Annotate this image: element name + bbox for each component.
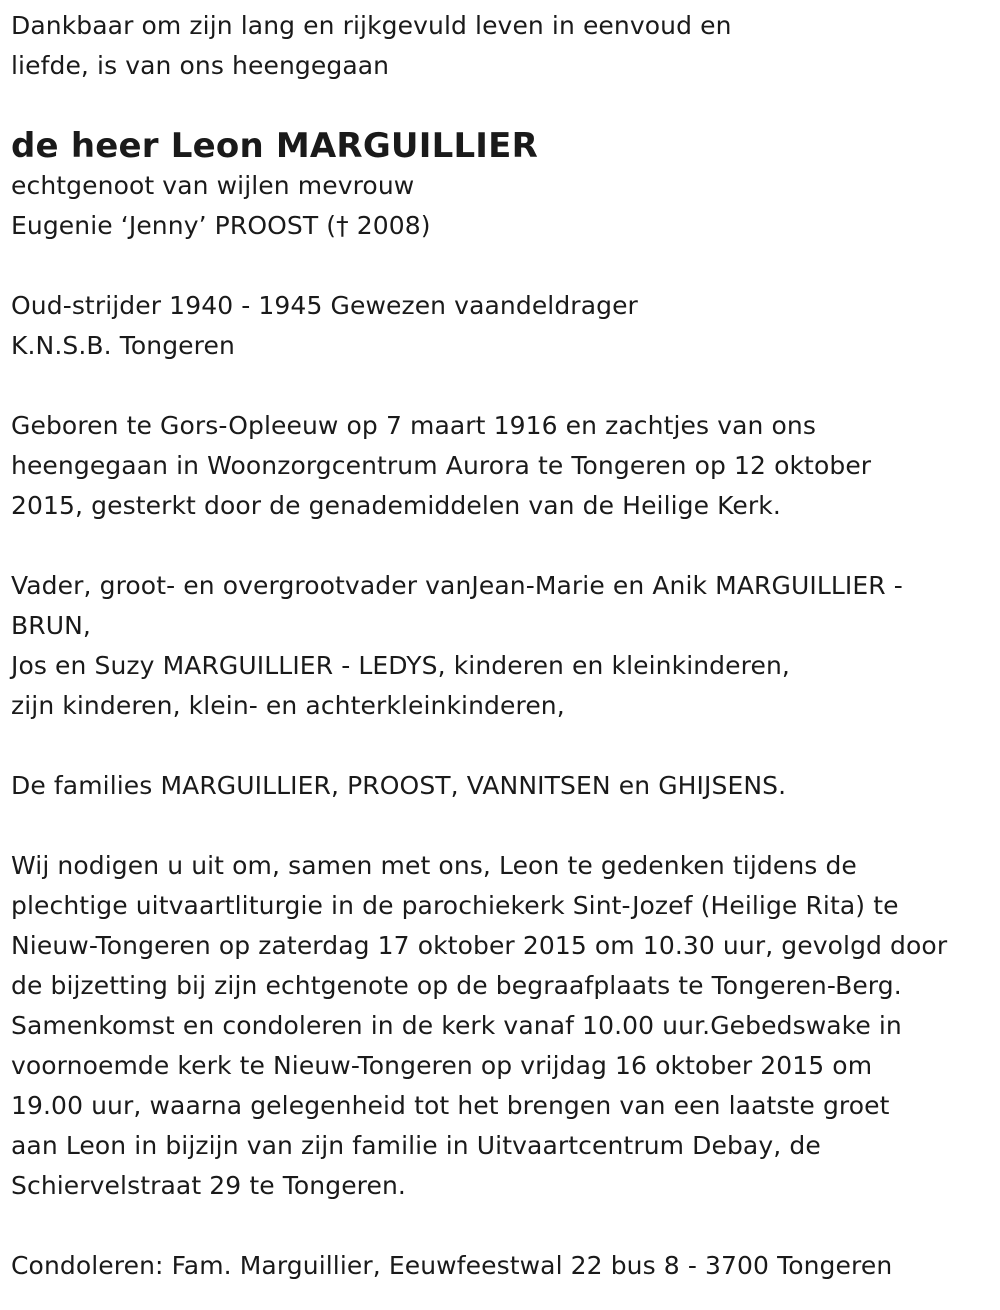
spouse-line: Eugenie ‘Jenny’ PROOST († 2008) [11, 211, 431, 240]
invitation-paragraph [11, 846, 993, 1206]
family-line: zijn kinderen, klein- en achterkleinkinderen, [11, 691, 565, 720]
paragraph-gap [11, 526, 993, 566]
invitation-line: Nieuw-Tongeren op zaterdag 17 oktober 2015 om 10.30 uur, gevolgd door [11, 931, 948, 960]
invitation-line: Wij nodigen u uit om, samen met ons, Leon te gedenken tijdens de [11, 851, 857, 880]
obituary-document [11, 6, 993, 1286]
intro-line: Dankbaar om zijn lang en rijkgevuld leven in eenvoud en [11, 11, 732, 40]
paragraph-gap [11, 366, 993, 406]
spouse-line: echtgenoot van wijlen mevrouw [11, 171, 415, 200]
family-paragraph [11, 566, 993, 726]
veteran-paragraph [11, 286, 993, 366]
invitation-line: Schiervelstraat 29 te Tongeren. [11, 1171, 406, 1200]
deceased-name: de heer Leon MARGUILLIER [11, 126, 538, 166]
family-line: Jos en Suzy MARGUILLIER - LEDYS, kinderen en kleinkinderen, [11, 651, 790, 680]
condolence-line: Condoleren: Fam. Marguillier, Eeuwfeestwal 22 bus 8 - 3700 Tongeren [11, 1251, 893, 1280]
intro-paragraph [11, 6, 993, 86]
invitation-line: plechtige uitvaartliturgie in de parochiekerk Sint-Jozef (Heilige Rita) te [11, 891, 899, 920]
birth-line: heengegaan in Woonzorgcentrum Aurora te Tongeren op 12 oktober [11, 451, 872, 480]
birth-line: 2015, gesterkt door de genademiddelen van de Heilige Kerk. [11, 491, 781, 520]
invitation-line: de bijzetting bij zijn echtgenote op de begraafplaats te Tongeren-Berg. [11, 971, 902, 1000]
family-line: BRUN, [11, 611, 91, 640]
invitation-line: aan Leon in bijzijn van zijn familie in Uitvaartcentrum Debay, de [11, 1131, 821, 1160]
condolence-paragraph [11, 1246, 993, 1286]
family-line: Vader, groot- en overgrootvader vanJean-Marie en Anik MARGUILLIER - [11, 571, 903, 600]
families-line: De families MARGUILLIER, PROOST, VANNITSEN en GHIJSENS. [11, 771, 787, 800]
paragraph-gap [11, 1206, 993, 1246]
spouse-paragraph [11, 166, 993, 246]
invitation-line: Samenkomst en condoleren in de kerk vanaf 10.00 uur.Gebedswake in [11, 1011, 902, 1040]
veteran-line: K.N.S.B. Tongeren [11, 331, 235, 360]
paragraph-gap [11, 246, 993, 286]
birth-line: Geboren te Gors-Opleeuw op 7 maart 1916 en zachtjes van ons [11, 411, 816, 440]
invitation-line: 19.00 uur, waarna gelegenheid tot het brengen van een laatste groet [11, 1091, 890, 1120]
veteran-line: Oud-strijder 1940 - 1945 Gewezen vaandeldrager [11, 291, 638, 320]
families-paragraph [11, 766, 993, 806]
intro-line: liefde, is van ons heengegaan [11, 51, 390, 80]
invitation-line: voornoemde kerk te Nieuw-Tongeren op vrijdag 16 oktober 2015 om [11, 1051, 873, 1080]
paragraph-gap [11, 726, 993, 766]
paragraph-gap [11, 806, 993, 846]
birth-paragraph [11, 406, 993, 526]
